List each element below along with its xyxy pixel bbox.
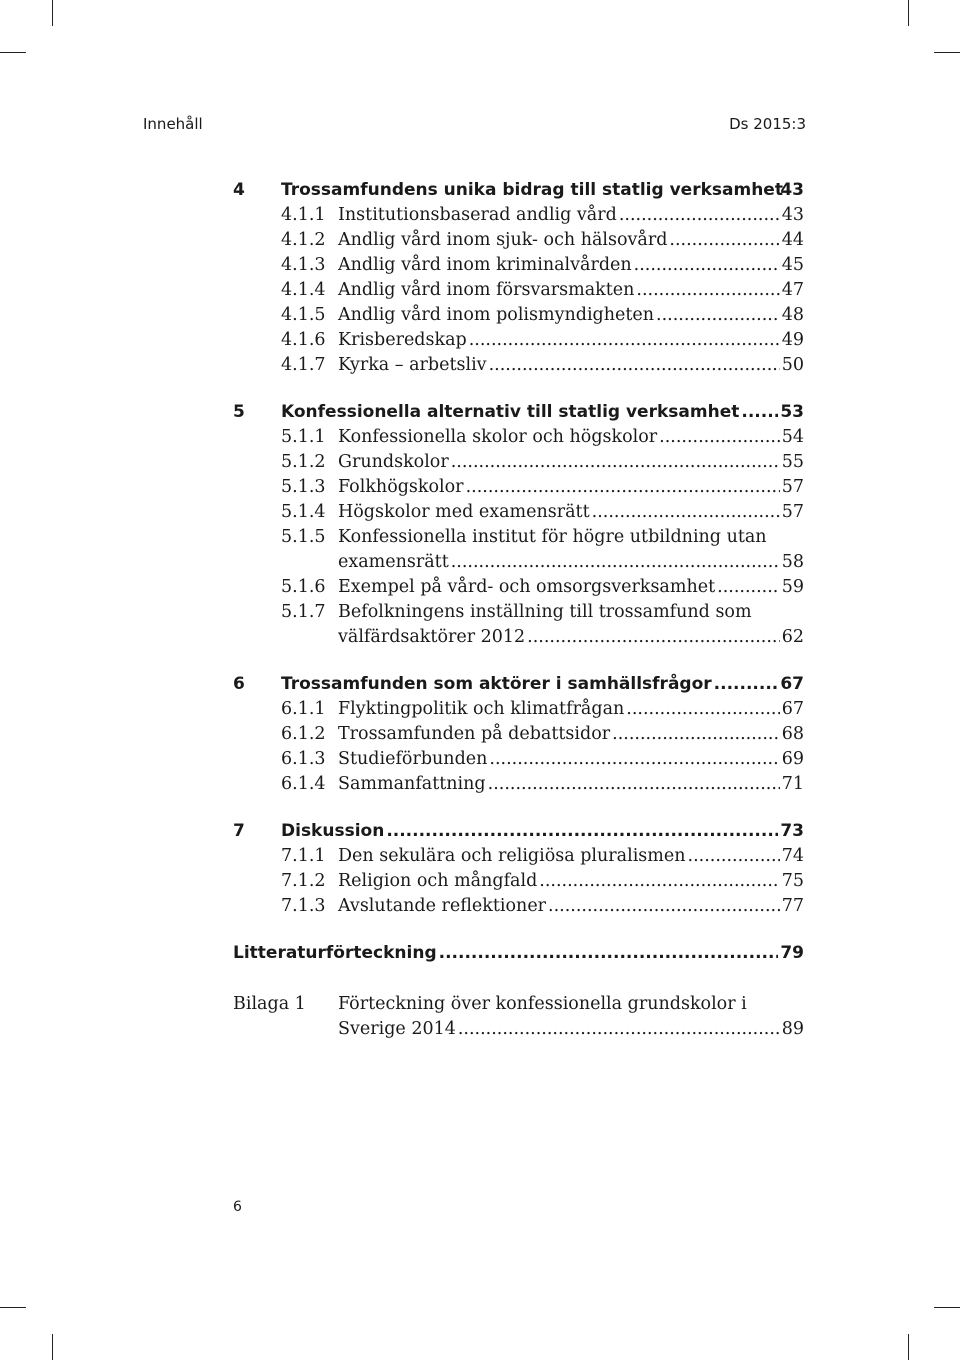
toc-subsection-entry[interactable] [233,772,804,797]
toc-entry-label: Flyktingpolitik och klimatfrågan [338,699,625,719]
crop-mark [934,1307,960,1308]
toc-entry-label: Studieförbunden [338,749,488,769]
toc-chapter [233,819,804,919]
toc-subsection-entry-cont[interactable] [233,625,804,650]
leader-dots [451,550,780,575]
toc-entry-label: Folkhögskolor [338,477,464,497]
toc-subsection-entry[interactable] [233,450,804,475]
leader-dots [669,228,779,253]
toc-entry-page: 45 [781,255,804,275]
toc-subsection-number: 6.1.1 [281,699,326,719]
leader-dots [439,941,779,966]
appendix-title-line1: Förteckning över konfessionella grundskolor i [338,994,747,1014]
toc-subsection-entry[interactable] [233,303,804,328]
toc-entry-label: Avslutande reflektioner [338,896,547,916]
toc-subsection-number: 4.1.6 [281,330,326,350]
toc-entry-label: Diskussion [281,821,385,841]
leader-dots [717,575,780,600]
toc-entry-title [338,353,782,378]
leader-dots [451,450,780,475]
toc-entry-title [338,697,782,722]
toc-subsection-entry[interactable] [233,722,804,747]
toc-entry-title [281,819,780,844]
leader-dots [489,747,779,772]
toc-entry-page: 53 [780,402,804,422]
toc-chapter [233,672,804,797]
toc-entry-title [338,203,782,228]
toc-entry-title [233,941,780,966]
toc-subsection-number: 7.1.3 [281,896,326,916]
toc-entry-label: Andlig vård inom kriminalvården [338,255,632,275]
toc-subsection-entry[interactable] [233,203,804,228]
leader-dots [458,1017,780,1042]
toc-entry-title [338,625,782,650]
toc-subsection-number: 5.1.5 [281,527,326,547]
toc-entry-page: 71 [781,774,804,794]
toc-subsection-entry[interactable] [233,328,804,353]
toc-entry-page: 79 [780,943,804,963]
toc-subsection-entry[interactable] [233,747,804,772]
toc-entry-title [338,450,782,475]
toc-subsection-number: 4.1.5 [281,305,326,325]
leader-dots [539,869,779,894]
toc-entry-page: 58 [781,552,804,572]
leader-dots [489,353,780,378]
toc-entry-label: Trossamfundens unika bidrag till statlig verksamhet [281,180,783,200]
toc-entry-title [338,475,782,500]
toc-subsection-entry-cont[interactable] [233,550,804,575]
toc-entry-title [338,722,782,747]
leader-dots [466,475,780,500]
leader-dots [527,625,780,650]
toc-entry-page: 67 [780,674,804,694]
toc-entry-page: 54 [781,427,804,447]
toc-subsection-number: 5.1.4 [281,502,326,522]
crop-mark [908,0,909,26]
toc-entry-page: 48 [781,305,804,325]
toc-entry-page: 47 [781,280,804,300]
toc-subsection-entry[interactable] [233,894,804,919]
leader-dots [469,328,780,353]
toc-subsection-entry[interactable] [233,525,804,550]
leader-dots [659,425,780,450]
appendix-label: Bilaga 1 [233,994,306,1014]
toc-entry-title [338,772,782,797]
toc-appendix-entry-cont[interactable] [233,1017,804,1042]
toc-entry-label: Litteraturförteckning [233,943,437,963]
toc-chapter-entry[interactable] [233,400,804,425]
toc-entry-page: 49 [781,330,804,350]
toc-entry-page: 67 [781,699,804,719]
leader-dots [619,203,780,228]
toc-entry-title [338,425,782,450]
toc-entry-label: Andlig vård inom polismyndigheten [338,305,655,325]
toc-subsection-number: 5.1.6 [281,577,326,597]
toc-subsection-entry[interactable] [233,697,804,722]
toc-subsection-number: 5.1.2 [281,452,326,472]
leader-dots [741,400,778,425]
toc-subsection-entry[interactable] [233,600,804,625]
leader-dots [656,303,780,328]
toc-entry-label: examensrätt [338,552,449,572]
toc-entry-title [338,869,782,894]
toc-entry-label: Exempel på vård- och omsorgsverksamhet [338,577,716,597]
toc-chapter-number: 4 [233,180,245,200]
toc-entry-title [338,844,782,869]
toc-entry-page: 55 [781,452,804,472]
toc-entry-label-line1: Konfessionella institut för högre utbildning utan [338,527,767,547]
toc-entry-label: Grundskolor [338,452,449,472]
toc-literature-entry[interactable] [233,941,804,966]
toc-entry-label-line1: Befolkningens inställning till trossamfund som [338,602,752,622]
toc-subsection-number: 7.1.2 [281,871,326,891]
leader-dots [636,278,779,303]
toc-entry-title [338,228,782,253]
toc-entry-title [338,575,782,600]
leader-dots [612,722,780,747]
toc-entry-title [338,328,782,353]
toc-entry-label: Den sekulära och religiösa pluralismen [338,846,686,866]
crop-mark [0,1307,26,1308]
toc-entry-page: 43 [780,180,804,200]
toc-entry-page: 57 [781,477,804,497]
toc-entry-page: 77 [781,896,804,916]
toc-entry-page: 43 [781,205,804,225]
toc-entry-title [281,672,780,697]
leader-dots [592,500,780,525]
toc-entry-page: 73 [780,821,804,841]
toc-chapter-entry[interactable] [233,178,804,203]
toc-chapter [233,178,804,378]
toc-subsection-number: 7.1.1 [281,846,326,866]
toc-subsection-number: 4.1.7 [281,355,326,375]
toc-entry-page: 50 [781,355,804,375]
toc-subsection-number: 5.1.3 [281,477,326,497]
leader-dots [626,697,779,722]
toc-entry-title [281,400,780,425]
toc-entry-page: 69 [781,749,804,769]
toc-entry-label: Högskolor med examensrätt [338,502,590,522]
toc-entry-label: Krisberedskap [338,330,467,350]
appendix-title-line2: Sverige 2014 [338,1019,456,1039]
toc-entry-title [338,278,782,303]
toc-subsection-entry[interactable] [233,353,804,378]
toc-subsection-entry[interactable] [233,425,804,450]
crop-mark [52,0,53,26]
toc-entry-label: Kyrka – arbetsliv [338,355,487,375]
toc-subsection-entry[interactable] [233,500,804,525]
crop-mark [0,52,26,53]
toc-subsection-number: 6.1.3 [281,749,326,769]
toc-subsection-number: 4.1.4 [281,280,326,300]
leader-dots [714,672,779,697]
toc-entry-label: välfärdsaktörer 2012 [338,627,526,647]
toc-entry-title [338,500,782,525]
toc-subsection-entry[interactable] [233,278,804,303]
toc-subsection-number: 6.1.4 [281,774,326,794]
leader-dots [634,253,780,278]
toc-entry-label: Trossamfunden på debattsidor [338,724,611,744]
header-document-id: Ds 2015:3 [729,115,806,133]
toc-subsection-number: 4.1.3 [281,255,326,275]
crop-mark [934,52,960,53]
toc-chapter-number: 7 [233,821,245,841]
toc-appendix-entry[interactable] [233,992,804,1017]
toc-chapter [233,400,804,650]
toc-entry-label: Konfessionella skolor och högskolor [338,427,658,447]
toc-entry-page: 59 [781,577,804,597]
toc-subsection-number: 5.1.1 [281,427,326,447]
leader-dots [548,894,780,919]
toc-entry-label: Sammanfattning [338,774,486,794]
leader-dots [386,819,778,844]
toc-chapter-entry[interactable] [233,819,804,844]
toc-subsection-number: 4.1.1 [281,205,326,225]
toc-subsection-entry[interactable] [233,475,804,500]
toc-chapter-entry[interactable] [233,672,804,697]
toc-chapter-number: 6 [233,674,245,694]
toc-entry-page: 68 [781,724,804,744]
toc-entry-title [338,303,782,328]
toc-chapters [233,178,804,919]
toc-entry-title [338,1017,782,1042]
toc-entry-page: 75 [781,871,804,891]
crop-mark [52,1334,53,1360]
page-number: 6 [233,1199,242,1215]
toc-subsection-entry[interactable] [233,253,804,278]
toc-entry-page: 62 [781,627,804,647]
crop-mark [908,1334,909,1360]
toc-subsection-entry[interactable] [233,869,804,894]
toc-subsection-number: 4.1.2 [281,230,326,250]
toc-entry-title [281,178,783,203]
toc-entry-page: 89 [781,1019,804,1039]
toc-subsection-number: 6.1.2 [281,724,326,744]
toc-subsection-entry[interactable] [233,228,804,253]
toc-entry-label: Andlig vård inom försvarsmakten [338,280,635,300]
toc-entry-title [338,894,782,919]
header-section-title: Innehåll [143,115,203,133]
toc-subsection-number: 5.1.7 [281,602,326,622]
toc-subsection-entry[interactable] [233,575,804,600]
toc-entry-label: Andlig vård inom sjuk- och hälsovård [338,230,668,250]
toc-entry-label: Trossamfunden som aktörer i samhällsfrågor [281,674,712,694]
toc-entry-label: Institutionsbaserad andlig vård [338,205,617,225]
toc-entry-title [338,747,782,772]
toc-entry-page: 74 [781,846,804,866]
table-of-contents [233,178,804,1042]
toc-entry-title [338,253,782,278]
leader-dots [488,772,780,797]
toc-entry-label: Religion och mångfald [338,871,538,891]
toc-subsection-entry[interactable] [233,844,804,869]
toc-entry-page: 44 [781,230,804,250]
toc-entry-page: 57 [781,502,804,522]
leader-dots [688,844,780,869]
toc-entry-title [338,550,782,575]
toc-chapter-number: 5 [233,402,245,422]
toc-entry-label: Konfessionella alternativ till statlig verksamhet [281,402,740,422]
